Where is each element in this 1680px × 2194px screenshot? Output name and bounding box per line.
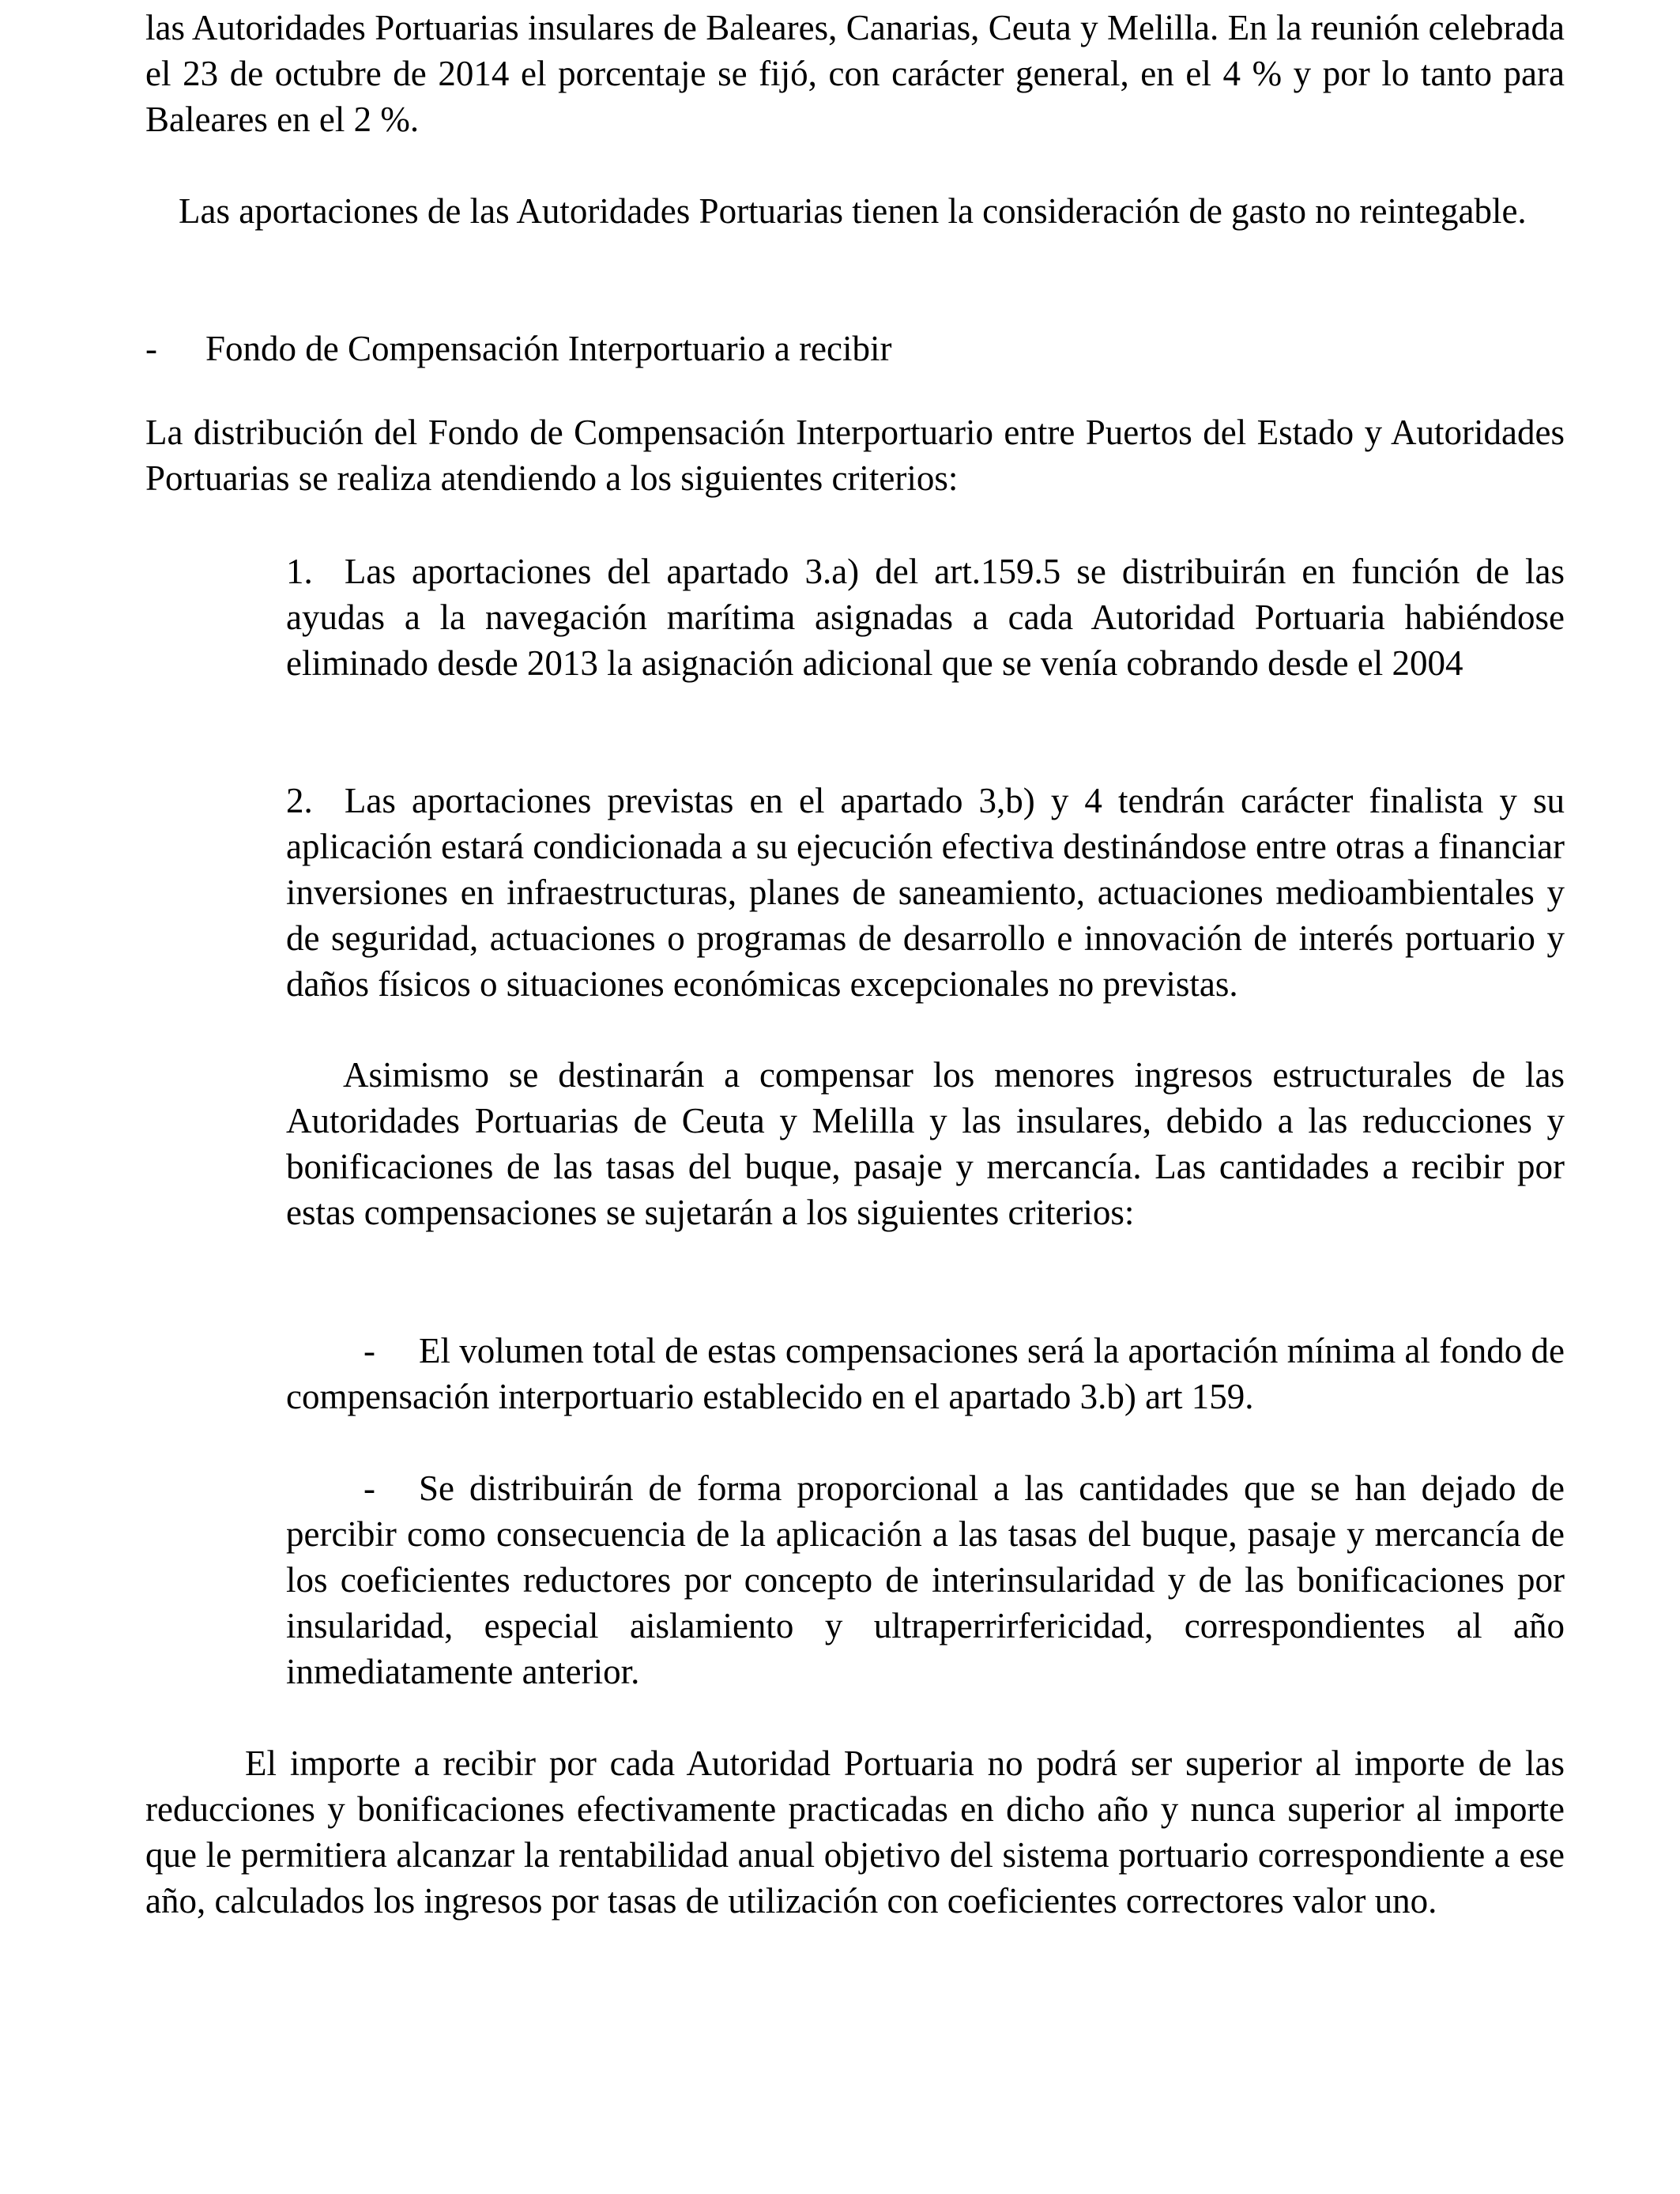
sub-item-2-dash: - — [363, 1468, 375, 1508]
paragraph-baleares-percentage: las Autoridades Portuarias insulares de Baleares, Canarias, Ceuta y Melilla. En la reunión celebrada el 23 de octubre de 2014 el porcentaje se fijó, con carácter general, en el 4 % y por lo tanto para Baleares en el 2 %. — [145, 8, 1565, 139]
list-item-2-number: 2. — [286, 781, 313, 820]
heading-text: Fondo de Compensación Interportuario a recibir — [205, 329, 892, 368]
sub-item-2-text: Se distribuirán de forma proporcional a las cantidades que se han dejado de percibir como consecuencia de la aplicación a las tasas del buque, pasaje y mercancía de los coeficientes reductores por concepto de interinsularidad y de las bonificaciones por insularidad, especial aislamiento y ultraperrirfericidad, correspondientes al año inmediatamente anterior. — [286, 1468, 1565, 1691]
heading-dash: - — [145, 329, 157, 368]
sub-item-1 — [286, 1328, 1565, 1419]
list-item-1 — [286, 548, 1565, 686]
sub-item-2 — [286, 1465, 1565, 1695]
sub-item-1-text: El volumen total de estas compensaciones será la aportación mínima al fondo de compensación interportuario establecido en el apartado 3.b) art 159. — [286, 1331, 1565, 1416]
paragraph-non-refundable-expense: Las aportaciones de las Autoridades Portuarias tienen la consideración de gasto no reintegable. — [179, 191, 1527, 231]
list-item-2-text: Las aportaciones previstas en el apartado 3,b) y 4 tendrán carácter finalista y su aplicación estará condicionada a su ejecución efectiva destinándose entre otras a financiar inversiones en infraestructuras, planes de saneamiento, actuaciones medioambientales y de seguridad, actuaciones o programas de desarrollo e innovación de interés portuario y daños físicos o situaciones económicas excepcionales no previstas. — [286, 781, 1565, 1004]
list-item-1-text: Las aportaciones del apartado 3.a) del art.159.5 se distribuirán en función de las ayudas a la navegación marítima asignadas a cada Autoridad Portuaria habiéndose eliminado desde 2013 la asignación adicional que se venía cobrando desde el 2004 — [286, 552, 1565, 683]
paragraph-distribution-criteria: La distribución del Fondo de Compensación Interportuario entre Puertos del Estado y Autoridades Portuarias se realiza atendiendo a los siguientes criterios: — [145, 413, 1565, 498]
section-heading — [145, 326, 1565, 371]
list-item-1-number: 1. — [286, 552, 313, 591]
list-item-2 — [286, 778, 1565, 1007]
sub-item-1-dash: - — [363, 1331, 375, 1370]
paragraph-amount-limit: El importe a recibir por cada Autoridad Portuaria no podrá ser superior al importe de las reducciones y bonificaciones efectivamente practicadas en dicho año y nunca superior al importe que le permitiera alcanzar la rentabilidad anual objetivo del sistema portuario correspondiente a ese año, calculados los ingresos por tasas de utilización con coeficientes correctores valor uno. — [145, 1744, 1565, 1921]
list-item-2-continuation: Asimismo se destinarán a compensar los menores ingresos estructurales de las Autoridades Portuarias de Ceuta y Melilla y las insulares, debido a las reducciones y bonificaciones de las tasas del buque, pasaje y mercancía. Las cantidades a recibir por estas compensaciones se sujetarán a los siguientes criterios: — [286, 1055, 1565, 1232]
